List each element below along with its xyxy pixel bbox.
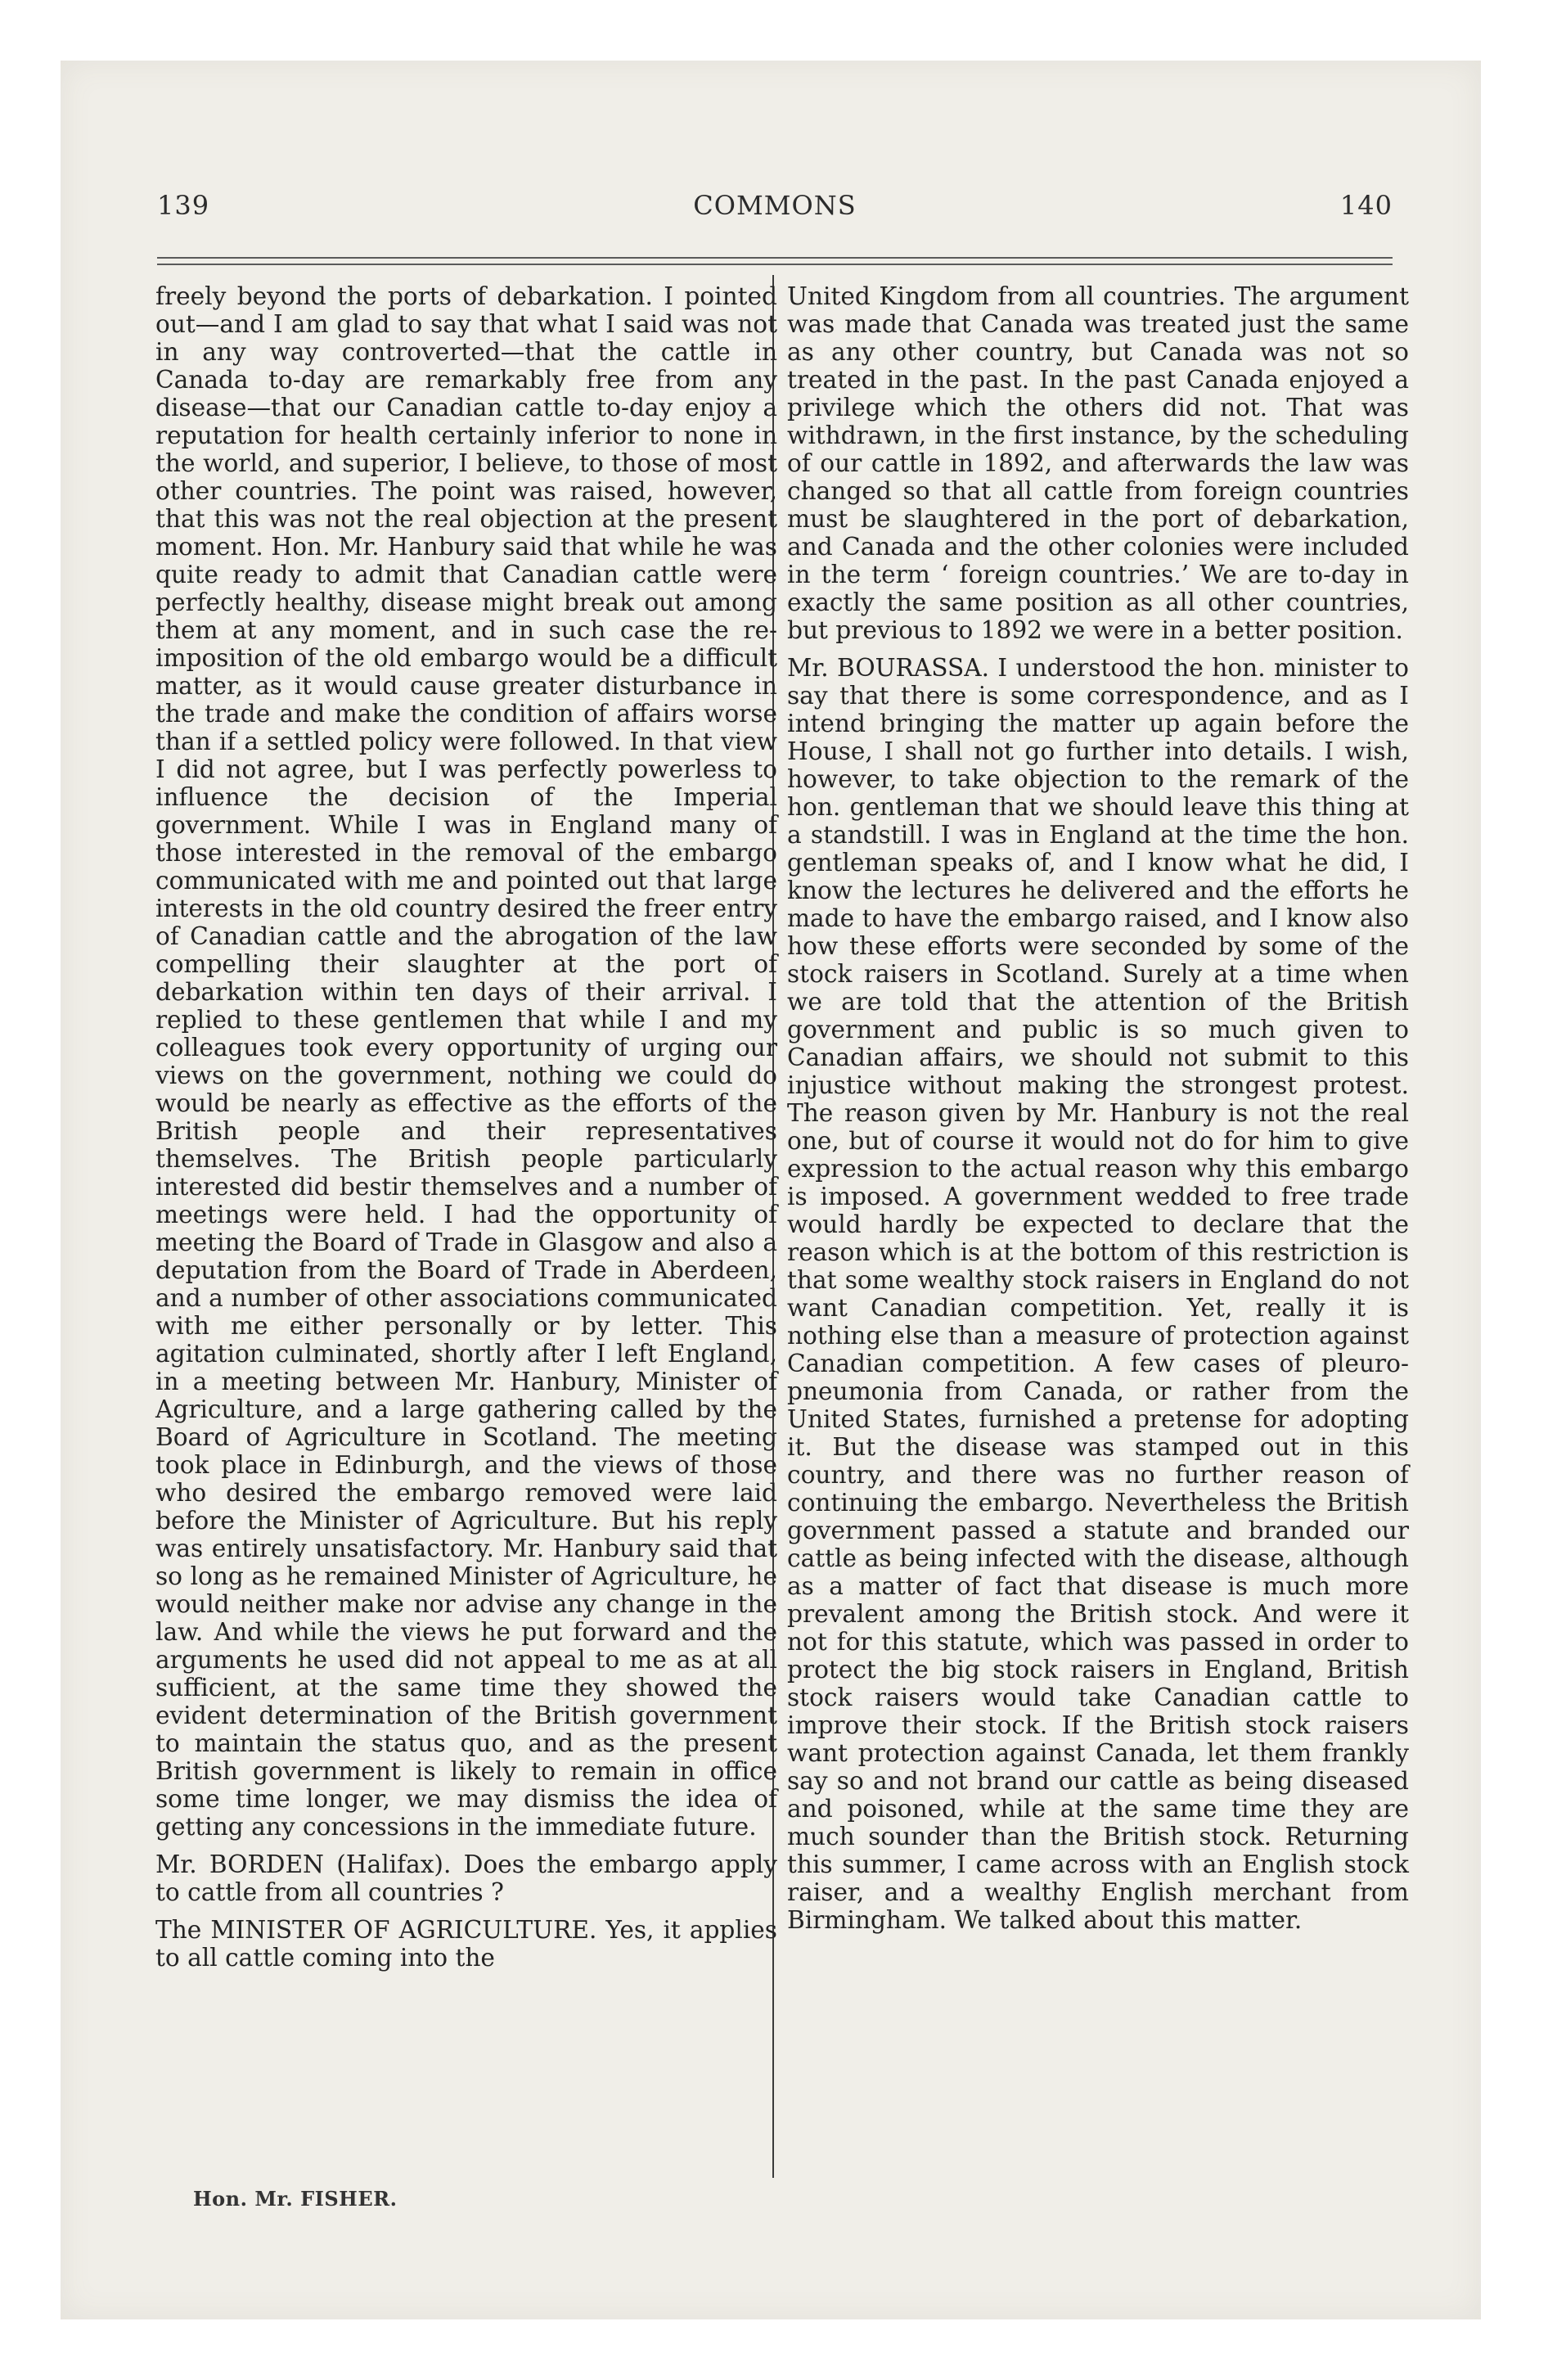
paragraph: freely beyond the ports of debarkation. I pointed out—and I am glad to say that what I said was not in any way controverted—that the cattle in Canada to-day are remarkably free from any disease—that our Canadian cattle to-day enjoy a reputation for health certainly inferior to none in the world, and superior, I believe, to those of most other countries. The point was raised, however, that this was not the real objection at the present moment. Hon. Mr. Hanbury said that while he was quite ready to admit that Canadian cattle were perfectly healthy, disease might break out among them at any moment, and in such case the re-imposition of the old embargo would be a difficult matter, as it would cause greater disturbance in the trade and make the condition of affairs worse than if a settled policy were followed. In that view I did not agree, but I was perfectly powerless to influence the decision of the Imperial government. While I was in England many of those interested in the removal of the embargo communicated with me and pointed out that large interests in the old country desired the freer entry of Canadian cattle and the abrogation of the law compelling their slaughter at the port of debarkation within ten days of their arrival. I replied to these gentlemen that while I and my colleagues took every opportunity of urging our views on the government, nothing we could do would be nearly as effective as the efforts of the British people and their representatives themselves. The British people particularly interested did bestir themselves and a number of meetings were held. I had the opportunity of meeting the Board of Trade in Glasgow and also a deputation from the Board of Trade in Aberdeen, and a number of other associations communicated with me either personally or by letter. This agitation culminated, shortly after I left England, in a meeting between Mr. Hanbury, Minister of Agriculture, and a large gathering called by the Board of Agriculture in Scotland. The meeting took place in Edinburgh, and the views of those who desired the embargo removed were laid before the Minister of Agriculture. But his reply was entirely unsatisfactory. Mr. Hanbury said that so long as he remained Minister of Agriculture, he would neither make nor advise any change in the law. And while the views he put forward and the arguments he used did not appeal to me as at all sufficient, at the same time they showed the evident determination of the British government to maintain the status quo, and as the present British government is likely to remain in office some time longer, we may dismiss the idea of getting any concessions in the immediate future. (155, 282, 777, 1841)
catchword-speaker: Hon. Mr. FISHER. (193, 2187, 398, 2211)
paragraph: Mr. BOURASSA. I understood the hon. minister to say that there is some correspondence, and as I intend bringing the matter up again before the House, I shall not go further into details. I wish, however, to take objection to the remark of the hon. gentleman that we should leave this thing at a standstill. I was in England at the time the hon. gentleman speaks of, and I know what he did, I know the lectures he delivered and the efforts he made to have the embargo raised, and I know also how these efforts were seconded by some of the stock raisers in Scotland. Surely at a time when we are told that the attention of the British government and public is so much given to Canadian affairs, we should not submit to this injustice without making the strongest protest. The reason given by Mr. Hanbury is not the real one, but of course it would not do for him to give expression to the actual reason why this embargo is imposed. A government wedded to free trade would hardly be expected to declare that the reason which is at the bottom of this restriction is that some wealthy stock raisers in England do not want Canadian competition. Yet, really it is nothing else than a measure of protection against Canadian competition. A few cases of pleuro-pneumonia from Canada, or rather from the United States, furnished a pretense for adopting it. But the disease was stamped out in this country, and there was no further reason of continuing the embargo. Nevertheless the British government passed a statute and branded our cattle as being infected with the disease, although as a matter of fact that disease is much more prevalent among the British stock. And were it not for this statute, which was passed in order to protect the big stock raisers in England, British stock raisers would take Canadian cattle to improve their stock. If the British stock raisers want protection against Canada, let them frankly say so and not brand our cattle as being diseased and poisoned, while at the same time they are much sounder than the British stock. Returning this summer, I came across with an English stock raiser, and a wealthy English merchant from Birmingham. We talked about this matter. (787, 654, 1409, 1934)
left-column (155, 282, 777, 1981)
paragraph: The MINISTER OF AGRICULTURE. Yes, it applies to all cattle coming into the (155, 1916, 777, 1972)
paragraph: United Kingdom from all countries. The argument was made that Canada was treated just the same as any other country, but Canada was not so treated in the past. In the past Canada enjoyed a privilege which the others did not. That was withdrawn, in the first instance, by the scheduling of our cattle in 1892, and afterwards the law was changed so that all cattle from foreign countries must be slaughtered in the port of debarkation, and Canada and the other colonies were included in the term ‘ foreign countries.’ We are to-day in exactly the same position as all other countries, but previous to 1892 we were in a better position. (787, 282, 1409, 644)
header-rule (157, 257, 1393, 259)
page-number-right: 140 (1339, 190, 1393, 221)
page-number-left: 139 (157, 190, 210, 221)
right-column (787, 282, 1409, 1944)
paragraph: Mr. BORDEN (Halifax). Does the embargo apply to cattle from all countries ? (155, 1850, 777, 1906)
running-head: COMMONS (693, 190, 857, 221)
header-rule-double (157, 264, 1393, 265)
page-header (157, 190, 1393, 231)
